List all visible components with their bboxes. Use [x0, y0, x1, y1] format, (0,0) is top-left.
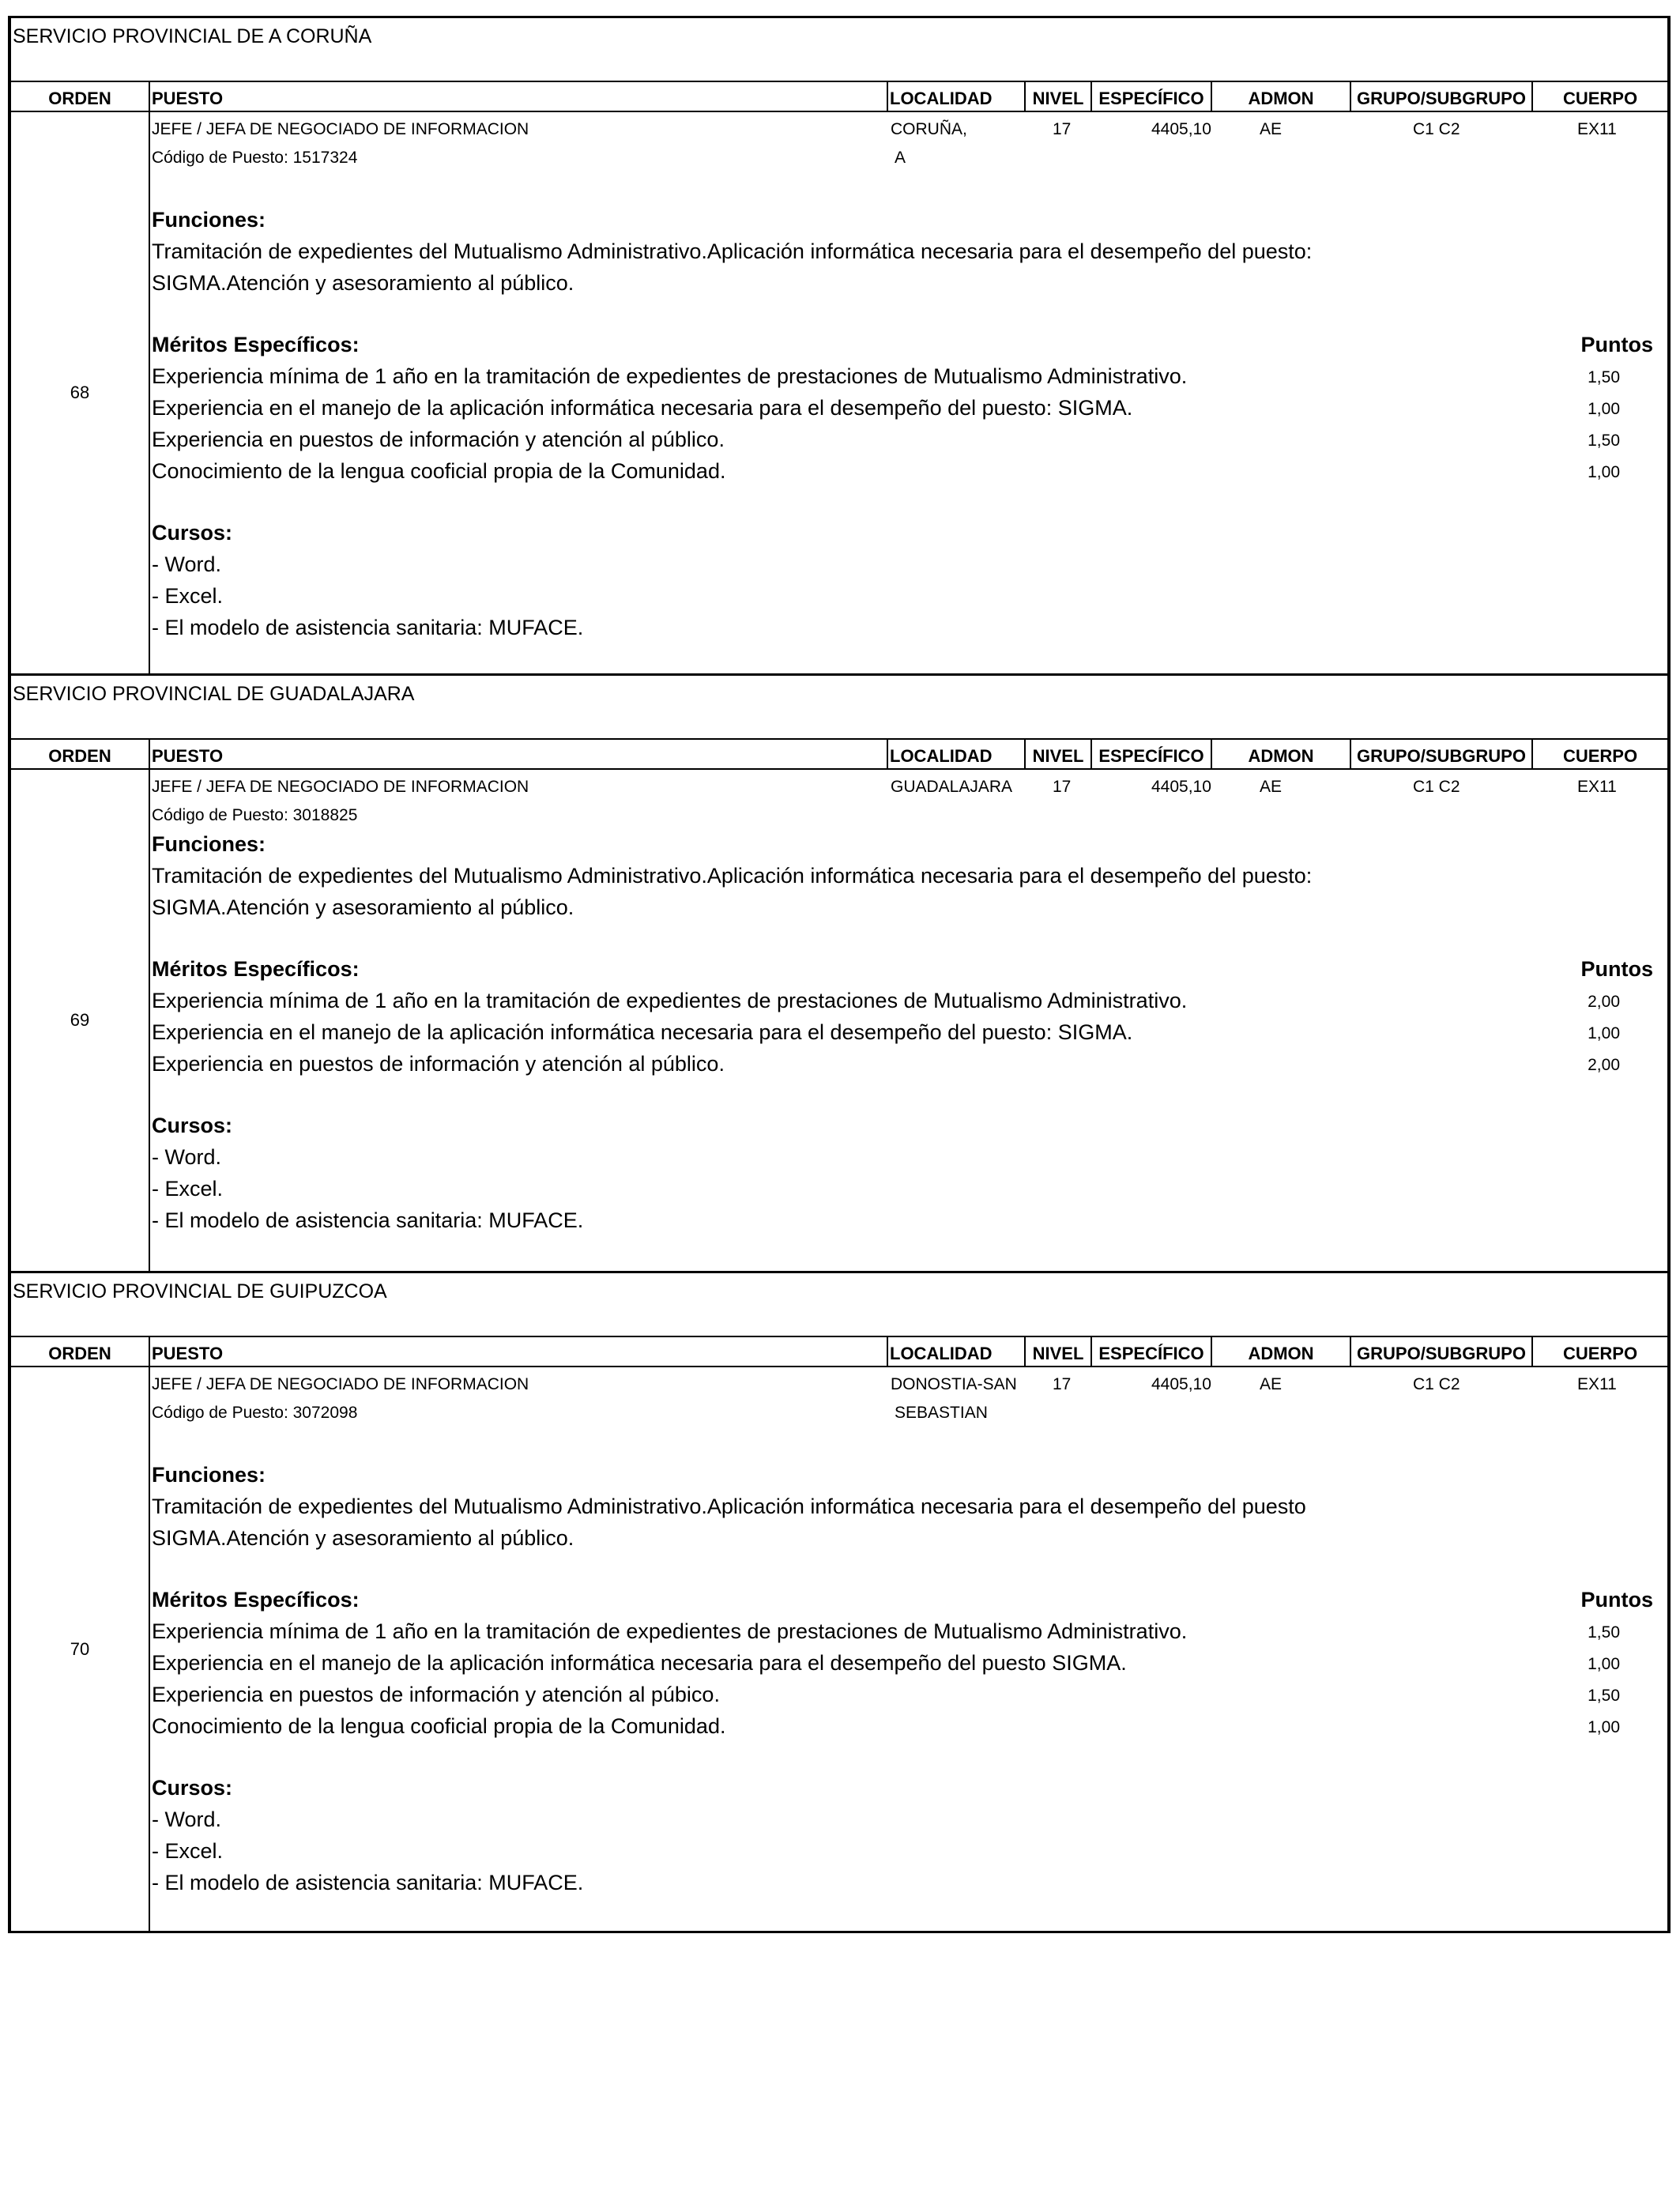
cursos-label: Cursos:: [152, 521, 233, 545]
funciones-label: Funciones:: [152, 832, 266, 856]
merit-item: [150, 985, 1667, 1016]
entry-sub-row: [150, 800, 1667, 828]
section-guadalajara: [11, 676, 1667, 1273]
cuerpo-value: EX11: [1577, 1375, 1617, 1393]
table-row: [11, 770, 1667, 1273]
meritos-label: Méritos Específicos:: [152, 1588, 360, 1612]
funciones-line: SIGMA.Atención y asesoramiento al público.: [152, 271, 574, 295]
entry-body: [150, 1367, 1667, 1931]
merit-points: 1,00: [1588, 400, 1620, 418]
localidad-value: GUADALAJARA: [891, 778, 1013, 796]
curso-item: - Excel.: [152, 1839, 224, 1863]
merit-text: Conocimiento de la lengua cooficial propia de la Comunidad.: [152, 1714, 726, 1738]
curso-item: - El modelo de asistencia sanitaria: MUFACE.: [152, 1208, 584, 1232]
funciones-block: [150, 828, 1667, 923]
merit-points: 1,00: [1588, 1655, 1620, 1673]
cursos-block: [150, 1772, 1667, 1898]
localidad-value: DONOSTIA-SAN: [891, 1375, 1017, 1393]
header-puesto: PUESTO: [150, 1337, 888, 1366]
header-nivel: NIVEL: [1026, 740, 1092, 768]
localidad-value-2: SEBASTIAN: [895, 1404, 988, 1422]
spacer: [150, 923, 1667, 953]
section-coruna: [11, 18, 1667, 676]
curso-item: - El modelo de asistencia sanitaria: MUFACE.: [152, 616, 584, 639]
header-grupo: GRUPO/SUBGRUPO: [1351, 740, 1533, 768]
puesto-value: JEFE / JEFA DE NEGOCIADO DE INFORMACION: [152, 1375, 529, 1393]
especifico-value: 4405,10: [1151, 1375, 1211, 1393]
header-orden: ORDEN: [11, 740, 150, 768]
meritos-header: [150, 1584, 1667, 1615]
header-nivel: NIVEL: [1026, 1337, 1092, 1366]
header-admon: ADMON: [1212, 1337, 1351, 1366]
table-row: [11, 112, 1667, 676]
puntos-label: Puntos: [1580, 333, 1653, 356]
especifico-value: 4405,10: [1151, 778, 1211, 796]
merit-item: [150, 424, 1667, 455]
merit-points: 1,00: [1588, 1718, 1620, 1736]
meritos-label: Méritos Específicos:: [152, 957, 360, 981]
spacer: [150, 487, 1667, 517]
header-puesto: PUESTO: [150, 740, 888, 768]
funciones-line: Tramitación de expedientes del Mutualismo Administrativo.Aplicación informática necesaria para el desempeño del puesto:: [152, 239, 1313, 263]
header-orden: ORDEN: [11, 82, 150, 111]
funciones-block: [150, 1459, 1667, 1554]
merit-text: Experiencia en puestos de información y atención al público.: [152, 1052, 725, 1076]
merit-text: Experiencia en el manejo de la aplicación informática necesaria para el desempeño del puesto: SIGMA.: [152, 1020, 1133, 1044]
admon-value: AE: [1260, 1375, 1283, 1393]
puntos-label: Puntos: [1580, 1588, 1653, 1612]
cursos-label: Cursos:: [152, 1114, 233, 1137]
merit-item: [150, 1710, 1667, 1742]
puesto-value: JEFE / JEFA DE NEGOCIADO DE INFORMACION: [152, 120, 529, 138]
spacer: [150, 1554, 1667, 1584]
merit-item: [150, 1048, 1667, 1080]
merit-points: 1,50: [1588, 368, 1620, 386]
puesto-value: JEFE / JEFA DE NEGOCIADO DE INFORMACION: [152, 778, 529, 796]
nivel-value: 17: [1053, 120, 1072, 138]
entry-body: [150, 770, 1667, 1271]
header-especifico: ESPECÍFICO: [1092, 740, 1212, 768]
codigo-value: Código de Puesto: 3072098: [152, 1404, 358, 1422]
merit-points: 1,00: [1588, 463, 1620, 481]
section-title: SERVICIO PROVINCIAL DE A CORUÑA: [13, 25, 372, 47]
funciones-line: SIGMA.Atención y asesoramiento al público.: [152, 895, 574, 919]
entry-top-row: [150, 770, 1667, 800]
header-admon: ADMON: [1212, 82, 1351, 111]
header-cuerpo: CUERPO: [1562, 89, 1638, 108]
funciones-label: Funciones:: [152, 1463, 266, 1487]
grupo-value: C1 C2: [1413, 1375, 1460, 1393]
cuerpo-value: EX11: [1577, 778, 1617, 796]
entry-top-row: [150, 1367, 1667, 1397]
cuerpo-value: EX11: [1577, 120, 1617, 138]
grupo-value: C1 C2: [1413, 120, 1460, 138]
merit-text: Experiencia mínima de 1 año en la tramitación de expedientes de prestaciones de Mutualismo Administrativo.: [152, 989, 1188, 1012]
nivel-value: 17: [1053, 778, 1072, 796]
funciones-label: Funciones:: [152, 208, 266, 232]
curso-item: - El modelo de asistencia sanitaria: MUFACE.: [152, 1871, 584, 1894]
spacer: [150, 174, 1667, 204]
merit-item: [150, 1679, 1667, 1710]
admon-value: AE: [1260, 120, 1283, 138]
merit-text: Experiencia en puestos de información y atención al público.: [152, 428, 725, 451]
spacer: [150, 299, 1667, 329]
header-localidad: LOCALIDAD: [888, 82, 1026, 111]
merit-text: Conocimiento de la lengua cooficial propia de la Comunidad.: [152, 459, 726, 483]
header-admon: ADMON: [1212, 740, 1351, 768]
header-especifico: ESPECÍFICO: [1092, 1337, 1212, 1366]
especifico-value: 4405,10: [1151, 120, 1211, 138]
merit-points: 2,00: [1588, 1056, 1620, 1074]
merit-item: [150, 1647, 1667, 1679]
section-title: SERVICIO PROVINCIAL DE GUADALAJARA: [13, 683, 415, 705]
curso-item: - Excel.: [152, 1177, 224, 1201]
entry-sub-row: [150, 1397, 1667, 1429]
meritos-header: [150, 329, 1667, 360]
merit-points: 1,00: [1588, 1024, 1620, 1042]
orden-value: 70: [11, 1367, 150, 1931]
funciones-block: [150, 204, 1667, 299]
meritos-label: Méritos Específicos:: [152, 333, 360, 356]
entry-top-row: [150, 112, 1667, 142]
admon-value: AE: [1260, 778, 1283, 796]
table-header: [11, 81, 1667, 112]
entry-sub-row: [150, 142, 1667, 174]
merit-item: [150, 360, 1667, 392]
orden-value: 68: [11, 112, 150, 673]
cursos-label: Cursos:: [152, 1776, 233, 1800]
section-title: SERVICIO PROVINCIAL DE GUIPUZCOA: [13, 1280, 387, 1302]
merit-text: Experiencia en puestos de información y atención al púbico.: [152, 1683, 720, 1706]
table-header: [11, 738, 1667, 770]
merit-points: 2,00: [1588, 993, 1620, 1011]
header-puesto: PUESTO: [150, 82, 888, 111]
entry-body: [150, 112, 1667, 673]
puntos-label: Puntos: [1580, 957, 1653, 981]
merit-text: Experiencia en el manejo de la aplicación informática necesaria para el desempeño del puesto SIGMA.: [152, 1651, 1127, 1675]
merit-points: 1,50: [1588, 432, 1620, 450]
curso-item: - Word.: [152, 1808, 222, 1831]
curso-item: - Word.: [152, 552, 222, 576]
funciones-line: Tramitación de expedientes del Mutualismo Administrativo.Aplicación informática necesaria para el desempeño del puesto: [152, 1495, 1306, 1518]
nivel-value: 17: [1053, 1375, 1072, 1393]
header-localidad: LOCALIDAD: [888, 740, 1026, 768]
codigo-value: Código de Puesto: 3018825: [152, 806, 358, 824]
header-especifico: ESPECÍFICO: [1092, 82, 1212, 111]
header-cuerpo: CUERPO: [1562, 1344, 1638, 1363]
grupo-value: C1 C2: [1413, 778, 1460, 796]
merit-text: Experiencia en el manejo de la aplicación informática necesaria para el desempeño del puesto: SIGMA.: [152, 396, 1133, 420]
header-localidad: LOCALIDAD: [888, 1337, 1026, 1366]
merit-item: [150, 455, 1667, 487]
table-row: [11, 1367, 1667, 1931]
document: [8, 16, 1671, 1933]
curso-item: - Word.: [152, 1145, 222, 1169]
header-grupo: GRUPO/SUBGRUPO: [1351, 1337, 1533, 1366]
funciones-line: SIGMA.Atención y asesoramiento al público.: [152, 1526, 574, 1550]
spacer: [150, 1080, 1667, 1110]
codigo-value: Código de Puesto: 1517324: [152, 149, 358, 167]
merit-item: [150, 1016, 1667, 1048]
cursos-block: [150, 517, 1667, 643]
merit-item: [150, 392, 1667, 424]
merit-item: [150, 1615, 1667, 1647]
curso-item: - Excel.: [152, 584, 224, 608]
header-orden: ORDEN: [11, 1337, 150, 1366]
merit-text: Experiencia mínima de 1 año en la tramitación de expedientes de prestaciones de Mutualismo Administrativo.: [152, 1619, 1188, 1643]
header-grupo: GRUPO/SUBGRUPO: [1351, 82, 1533, 111]
orden-value: 69: [11, 770, 150, 1271]
meritos-header: [150, 953, 1667, 985]
table-header: [11, 1336, 1667, 1367]
merit-points: 1,50: [1588, 1623, 1620, 1642]
spacer: [150, 1429, 1667, 1459]
funciones-line: Tramitación de expedientes del Mutualismo Administrativo.Aplicación informática necesaria para el desempeño del puesto:: [152, 864, 1313, 888]
header-cuerpo: CUERPO: [1562, 746, 1638, 766]
spacer: [150, 1742, 1667, 1772]
merit-text: Experiencia mínima de 1 año en la tramitación de expedientes de prestaciones de Mutualismo Administrativo.: [152, 364, 1188, 388]
localidad-value-2: A: [895, 149, 906, 167]
localidad-value: CORUÑA,: [891, 120, 967, 138]
header-nivel: NIVEL: [1026, 82, 1092, 111]
cursos-block: [150, 1110, 1667, 1236]
section-guipuzcoa: [11, 1273, 1667, 1931]
merit-points: 1,50: [1588, 1687, 1620, 1705]
